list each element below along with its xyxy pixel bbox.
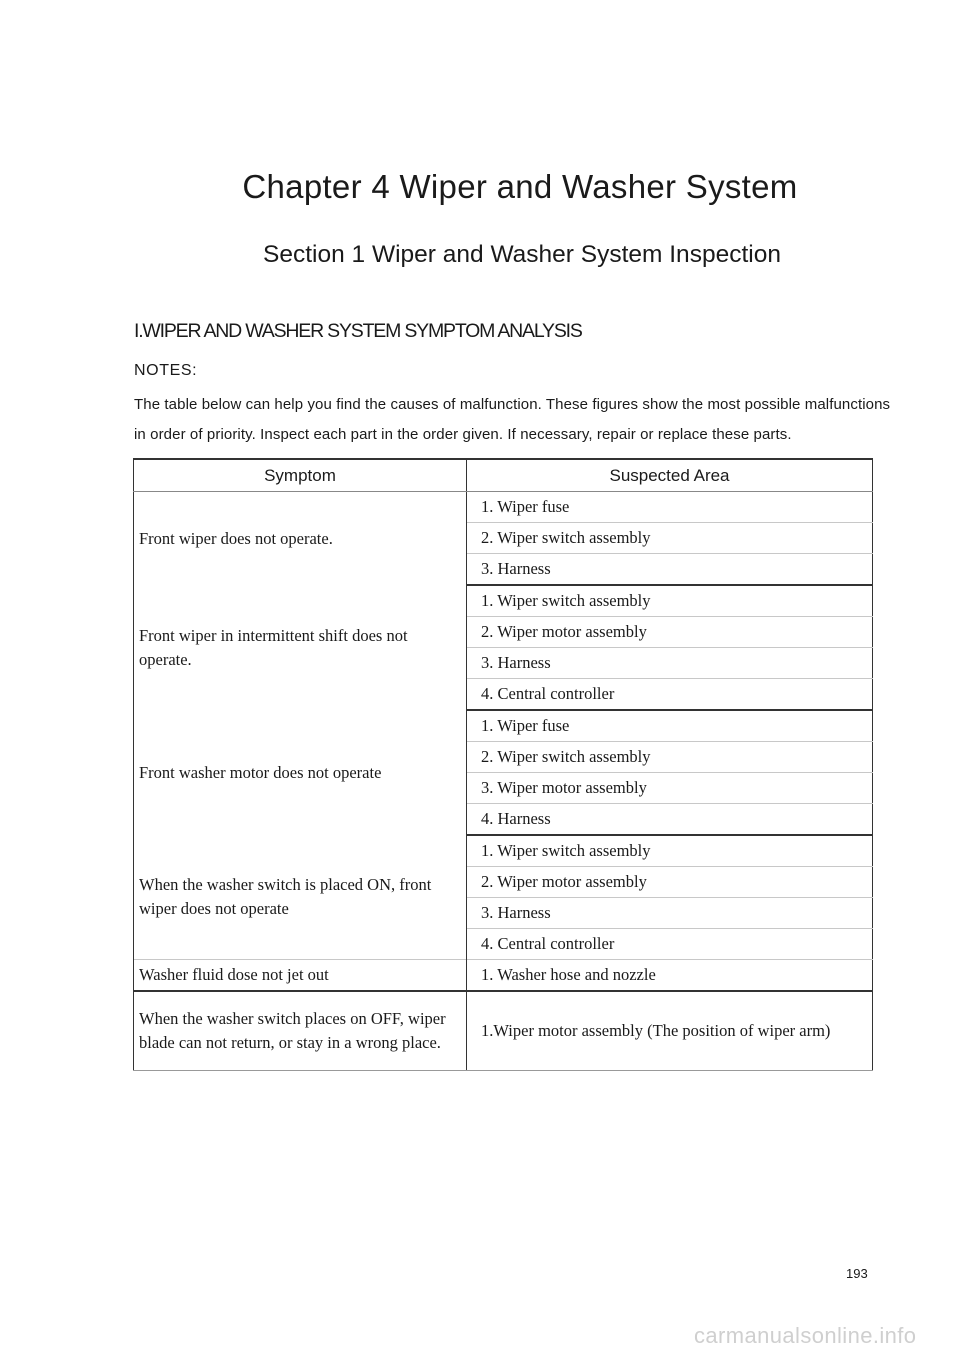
- table-row: [134, 991, 873, 1071]
- suspected-area-cell: 3. Harness: [467, 898, 873, 929]
- symptom-cell: Washer fluid dose not jet out: [134, 960, 467, 992]
- symptom-table: [133, 458, 873, 1071]
- suspected-area-cell: 1. Wiper switch assembly: [467, 835, 873, 867]
- suspected-area-cell: 1. Wiper fuse: [467, 492, 873, 523]
- symptom-cell: When the washer switch places on OFF, wiper blade can not return, or stay in a wrong place.: [134, 991, 467, 1071]
- suspected-area-cell: 3. Harness: [467, 554, 873, 586]
- symptom-cell: When the washer switch is placed ON, front wiper does not operate: [134, 835, 467, 960]
- suspected-area-cell: 3. Harness: [467, 648, 873, 679]
- table-row: [134, 960, 873, 992]
- suspected-area-cell: 1.Wiper motor assembly (The position of wiper arm): [467, 991, 873, 1071]
- table-row: [134, 835, 873, 867]
- symptom-cell: Front washer motor does not operate: [134, 710, 467, 835]
- suspected-area-cell: 4. Harness: [467, 804, 873, 836]
- suspected-area-cell: 2. Wiper motor assembly: [467, 617, 873, 648]
- symptom-cell: Front wiper does not operate.: [134, 492, 467, 586]
- symptom-cell: Front wiper in intermittent shift does not operate.: [134, 585, 467, 710]
- suspected-area-cell: 1. Wiper fuse: [467, 710, 873, 742]
- suspected-area-cell: 2. Wiper motor assembly: [467, 867, 873, 898]
- suspected-area-cell: 2. Wiper switch assembly: [467, 523, 873, 554]
- notes-label: NOTES:: [134, 362, 198, 379]
- symptom-analysis-heading: I.WIPER AND WASHER SYSTEM SYMPTOM ANALYSIS: [134, 320, 582, 342]
- table-row: [134, 585, 873, 617]
- table-header-row: [134, 459, 873, 492]
- page-number: 193: [846, 1266, 868, 1281]
- suspected-area-cell: 1. Wiper switch assembly: [467, 585, 873, 617]
- suspected-area-cell: 4. Central controller: [467, 679, 873, 711]
- header-suspected-area: Suspected Area: [467, 459, 873, 492]
- notes-paragraph: The table below can help you find the causes of malfunction. These figures show the most possible malfunctions in order of priority. Inspect each part in the order given. If necessary, repair or replace these parts.: [134, 396, 891, 443]
- table-row: [134, 710, 873, 742]
- header-symptom: Symptom: [134, 459, 467, 492]
- table-row: [134, 492, 873, 523]
- suspected-area-cell: 3. Wiper motor assembly: [467, 773, 873, 804]
- watermark: carmanualsonline.info: [694, 1323, 917, 1348]
- suspected-area-cell: 2. Wiper switch assembly: [467, 742, 873, 773]
- suspected-area-cell: 1. Washer hose and nozzle: [467, 960, 873, 992]
- suspected-area-cell: 4. Central controller: [467, 929, 873, 960]
- section-title: Section 1 Wiper and Washer System Inspection: [263, 241, 781, 268]
- chapter-title: Chapter 4 Wiper and Washer System: [242, 168, 798, 205]
